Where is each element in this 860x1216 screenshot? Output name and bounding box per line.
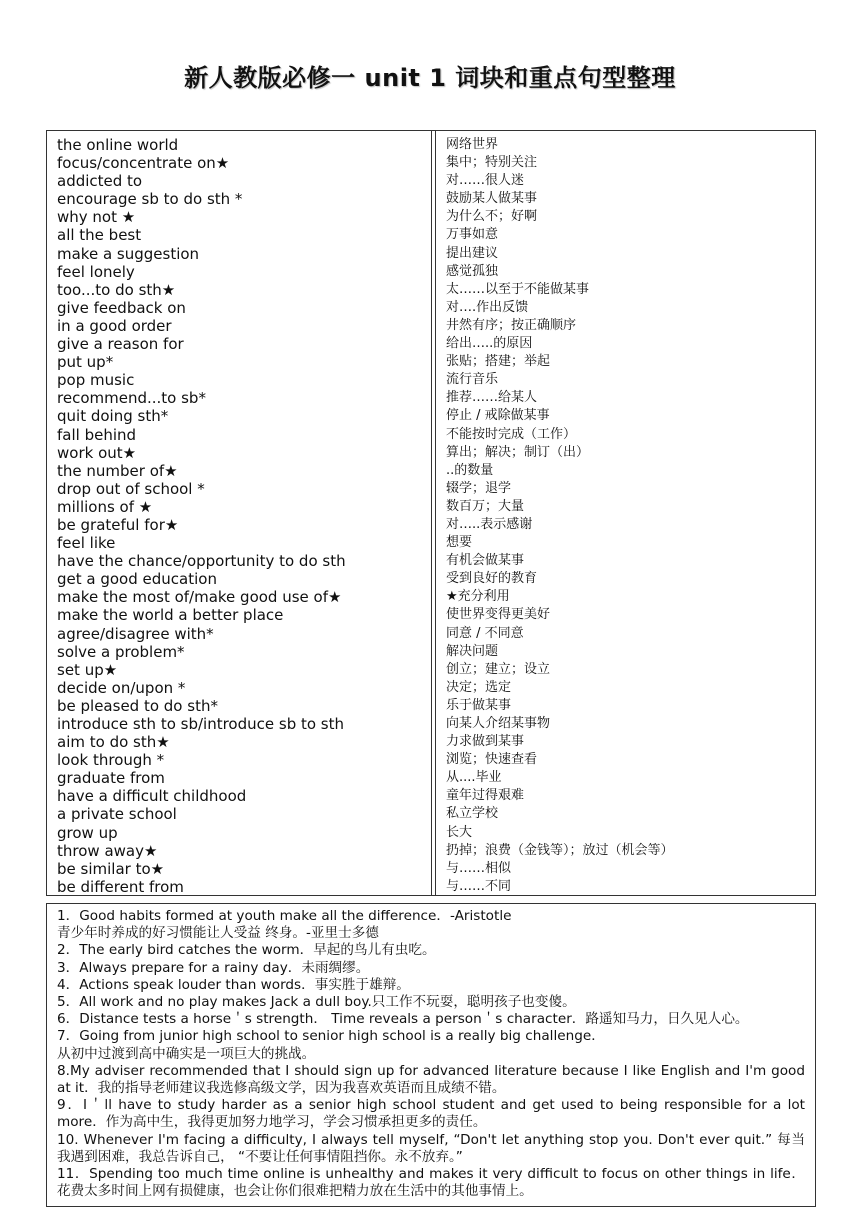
phrase-chinese: 网络世界 (446, 137, 499, 152)
phrase-chinese: 感觉孤独 (446, 263, 499, 279)
phrase-english: focus/concentrate on★ (57, 154, 230, 173)
key-sentences-box (46, 903, 816, 1207)
phrase-chinese: 解决问题 (446, 643, 499, 659)
key-sentence: 7．Going from junior high school to senior high school is a really big challenge． (57, 1028, 605, 1045)
phrase-chinese: 有机会做某事 (446, 553, 525, 569)
phrase-chinese: 停止 / 戒除做某事 (446, 408, 550, 424)
phrase-english: work out★ (57, 443, 137, 462)
phrase-chinese: 同意 / 不同意 (446, 625, 524, 641)
phrase-english: solve a problem* (57, 642, 185, 661)
phrase-english: aim to do sth★ (57, 733, 170, 752)
phrase-chinese: 给出…..的原因 (446, 336, 533, 352)
phrase-chinese: 使世界变得更美好 (446, 607, 551, 623)
key-sentence: 8.My adviser recommended that I should sign up for advanced literature because I like English and I'm good at it．我的指导老师建议我选修高级文学，因为我喜欢英语而且成绩不错。 (57, 1062, 805, 1097)
phrase-english: give a reason for (57, 335, 184, 354)
phrase-english: too...to do sth★ (57, 280, 176, 299)
phrase-chinese: 数百万；大量 (446, 498, 525, 514)
phrase-chinese: 井然有序；按正确顺序 (446, 317, 577, 333)
phrase-english: feel like (57, 534, 116, 553)
phrase-chinese: 不能按时完成（工作） (446, 426, 577, 442)
phrase-chinese: 对…..表示感谢 (446, 516, 533, 532)
phrase-english: fall behind (57, 425, 137, 444)
phrase-english: be different from (57, 877, 184, 896)
phrase-english: have the chance/opportunity to do sth (57, 552, 346, 571)
phrase-english: throw away★ (57, 841, 158, 860)
phrase-chinese: 乐于做某事 (446, 697, 512, 713)
phrase-chinese: 与……相似 (446, 860, 512, 876)
phrase-chinese: 受到良好的教育 (446, 571, 538, 587)
phrase-english: quit doing sth* (57, 407, 169, 426)
phrase-chinese: 从....毕业 (446, 770, 502, 786)
key-sentence: 4．Actions speak louder than words．事实胜于雄辩。 (57, 976, 410, 993)
phrase-english: be similar to★ (57, 859, 165, 878)
phrase-chinese: 推荐……给某人 (446, 390, 538, 406)
phrase-english: have a difficult childhood (57, 787, 247, 806)
phrase-english: millions of ★ (57, 497, 153, 516)
phrase-chinese: 私立学校 (446, 806, 499, 822)
phrase-english: a private school (57, 805, 177, 824)
phrase-chinese: 太……以至于不能做某事 (446, 281, 590, 297)
phrase-english: why not ★ (57, 208, 136, 227)
phrase-chinese: 集中；特别关注 (446, 155, 538, 171)
phrase-chinese: 童年过得艰难 (446, 788, 525, 804)
phrase-chinese: 对….作出反馈 (446, 299, 529, 315)
phrase-english: the number of★ (57, 461, 178, 480)
phrase-chinese: 向某人介绍某事物 (446, 716, 551, 731)
vocabulary-table (46, 130, 816, 896)
phrase-english: decide on/upon * (57, 678, 186, 697)
english-phrases-column (47, 131, 432, 895)
key-sentence: 11．Spending too much time online is unhealthy and makes it very difficult to focus on other things in life．花费太多时间上网有损健康，也会让你们很难把精力放在生活中的其他事情上。 (57, 1166, 805, 1200)
phrase-chinese: 与……不同 (446, 878, 512, 894)
key-sentence: 1．Good habits formed at youth make all the difference．-Aristotle (57, 908, 512, 924)
phrase-chinese: 长大 (446, 824, 473, 840)
phrase-chinese: 算出；解决；制订（出） (446, 444, 590, 460)
phrase-english: in a good order (57, 316, 172, 335)
phrase-chinese: 创立；建立；设立 (446, 661, 551, 677)
phrase-english: be grateful for★ (57, 515, 179, 534)
phrase-english: feel lonely (57, 262, 135, 281)
phrase-english: encourage sb to do sth * (57, 190, 243, 209)
phrase-english: give feedback on (57, 298, 186, 317)
key-sentence: 2．The early bird catches the worm．早起的鸟儿有虫吃。 (57, 942, 436, 959)
phrase-chinese: 浏览；快速查看 (446, 752, 538, 768)
key-sentence: 从初中过渡到高中确实是一项巨大的挑战。 (57, 1045, 316, 1062)
phrase-english: make the world a better place (57, 606, 284, 625)
phrase-english: put up* (57, 353, 114, 372)
phrase-chinese: 流行音乐 (446, 372, 499, 388)
phrase-chinese: ..的数量 (446, 462, 494, 478)
phrase-chinese: 扔掉；浪费（金钱等）；放过（机会等） (446, 842, 674, 858)
phrase-english: recommend...to sb* (57, 389, 206, 408)
phrase-english: addicted to (57, 172, 143, 191)
key-sentence: 10. Whenever I'm facing a difficulty, I always tell myself, “Don't let anything stop you. Don't ever quit.” 每当我遇到困难，我总告诉自己， “不要让任何事情阻挡你。永不放弃。” (57, 1131, 805, 1165)
key-sentence: 9．I＇ll have to study harder as a senior high school student and get used to being responsible for a lot more．作为高中生，我得更加努力地学习，学会习惯承担更多的责任。 (57, 1097, 805, 1131)
page-title: 新人教版必修一 unit 1 词块和重点句型整理 (184, 64, 676, 92)
phrase-chinese: 张贴；搭建；举起 (446, 354, 551, 370)
phrase-english: agree/disagree with* (57, 624, 214, 643)
phrase-english: all the best (57, 226, 142, 245)
phrase-chinese: 决定；选定 (446, 679, 512, 695)
phrase-english: make the most of/make good use of★ (57, 588, 342, 607)
phrase-chinese: 鼓励某人做某事 (446, 191, 538, 207)
phrase-english: introduce sth to sb/introduce sb to sth (57, 715, 345, 733)
chinese-meanings-column (436, 131, 815, 895)
phrase-chinese: 想要 (446, 535, 473, 551)
phrase-chinese: 对……很人迷 (446, 173, 525, 189)
key-sentence: 3．Always prepare for a rainy day．未雨绸缪。 (57, 959, 370, 976)
phrase-chinese: ★充分利用 (446, 589, 510, 605)
phrase-chinese: 提出建议 (446, 245, 499, 261)
phrase-english: grow up (57, 823, 118, 842)
phrase-chinese: 为什么不；好啊 (446, 209, 538, 225)
phrase-english: be pleased to do sth* (57, 696, 218, 715)
phrase-english: graduate from (57, 769, 165, 788)
phrase-english: pop music (57, 371, 135, 390)
phrase-english: set up★ (57, 660, 118, 679)
phrase-english: drop out of school * (57, 479, 205, 498)
phrase-chinese: 辍学；退学 (446, 480, 512, 496)
phrase-english: the online world (57, 136, 179, 154)
key-sentence: 6．Distance tests a horse＇s strength． Time reveals a person＇s character．路遥知马力，日久见人心。 (57, 1011, 749, 1028)
phrase-english: look through * (57, 751, 165, 770)
key-sentence: 青少年时养成的好习惯能让人受益 终身。-亚里士多德 (57, 925, 379, 942)
key-sentence: 5．All work and no play makes Jack a dull boy.只工作不玩耍，聪明孩子也变傻。 (57, 994, 576, 1011)
phrase-chinese: 力求做到某事 (446, 734, 525, 750)
phrase-english: make a suggestion (57, 244, 200, 263)
phrase-chinese: 万事如意 (446, 227, 499, 243)
phrase-english: get a good education (57, 570, 217, 589)
